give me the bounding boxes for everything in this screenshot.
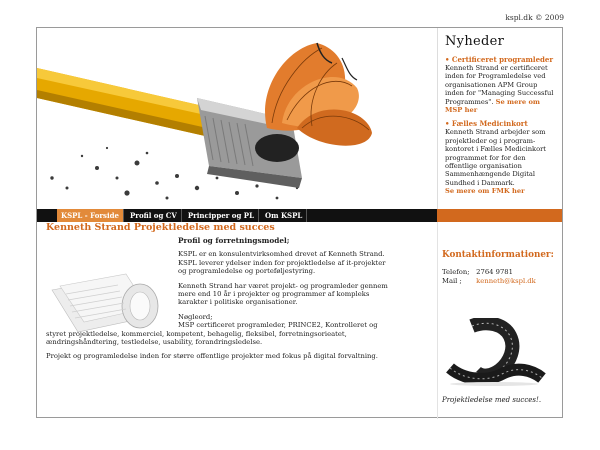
news-item-link[interactable]: Se mere om MSP her (445, 97, 540, 115)
news-panel (437, 28, 562, 209)
news-item-title: • Fælles Medicinkort (445, 119, 528, 129)
news-item (445, 55, 556, 114)
accent-bar (437, 209, 562, 222)
mail-label: Mail ; (442, 277, 462, 285)
keywords-text: MSP certificeret programleder, PRINCE2, Kontrolleret og styret projektledelse, kommerciel, kompetent, behagelig, fleksibel, forretningsorieatet, ændringshåndtering, testledelse, usability, forandringsledelse. (46, 321, 378, 347)
page-title: Kenneth Strand Projektledelse med succes (46, 222, 275, 233)
nav-tab-profil[interactable]: Profil og CV (126, 209, 182, 222)
column-divider (437, 222, 438, 419)
paragraph-intro: KSPL er en konsulentvirksomhed drevet af Kenneth Strand. KSPL leverer ydelser inden for projektledelse af it-projekter og programledelse og porteføljestyring. (178, 250, 386, 276)
contact-phone (442, 268, 513, 276)
contact-mail (442, 277, 536, 285)
nav-tab-forside[interactable]: KSPL - Forside (57, 209, 124, 222)
news-item-title: • Certificeret programleder (445, 55, 554, 64)
news-item-body: Kenneth Strand er certificeret inden for Programledelse ved organisationen APM Group inden for "Managing Successful Programmes". (445, 64, 554, 106)
nav-tab-principper[interactable]: Principper og PL (184, 209, 259, 222)
main-nav (37, 209, 437, 222)
news-title: Nyheder (445, 34, 505, 49)
news-item-body: Kenneth Strand arbejder som projektleder og i program-kontoret i Fælles Medicinkort programmet for for den offentlige organisation Sammenhængende Digital Sundhed i Danmark. (445, 128, 546, 187)
paragraph-focus: Projekt og programledelse inden for større offentlige projekter med fokus på digital forvaltning. (46, 352, 378, 361)
film-caption: Projektledelse med succes!. (442, 396, 542, 404)
news-item (445, 119, 556, 195)
contact-title: Kontaktinformationer: (442, 250, 554, 260)
film-reel-image (442, 318, 546, 386)
phone-label: Telefon; (442, 268, 470, 276)
keywords-label: Nøgleord; (178, 312, 213, 321)
hero-image (37, 28, 437, 209)
phone-value: 2764 9781 (476, 268, 513, 276)
paragraph-experience: Kenneth Strand har været projekt- og programleder gennem mere end 10 år i projekter og programmer af kompleks karakter i politiske organisationer. (178, 281, 388, 307)
newspaper-image (48, 270, 166, 340)
pencil-sharpener-illustration (37, 28, 437, 209)
nav-tab-om[interactable]: Om KSPL (261, 209, 307, 222)
copyright: kspl.dk © 2009 (505, 13, 564, 22)
email-link[interactable]: kenneth@kspl.dk (476, 277, 536, 285)
news-item-link[interactable]: Se mere om FMK her (445, 187, 525, 196)
section-subtitle: Profil og forretningsmodel; (178, 236, 290, 245)
